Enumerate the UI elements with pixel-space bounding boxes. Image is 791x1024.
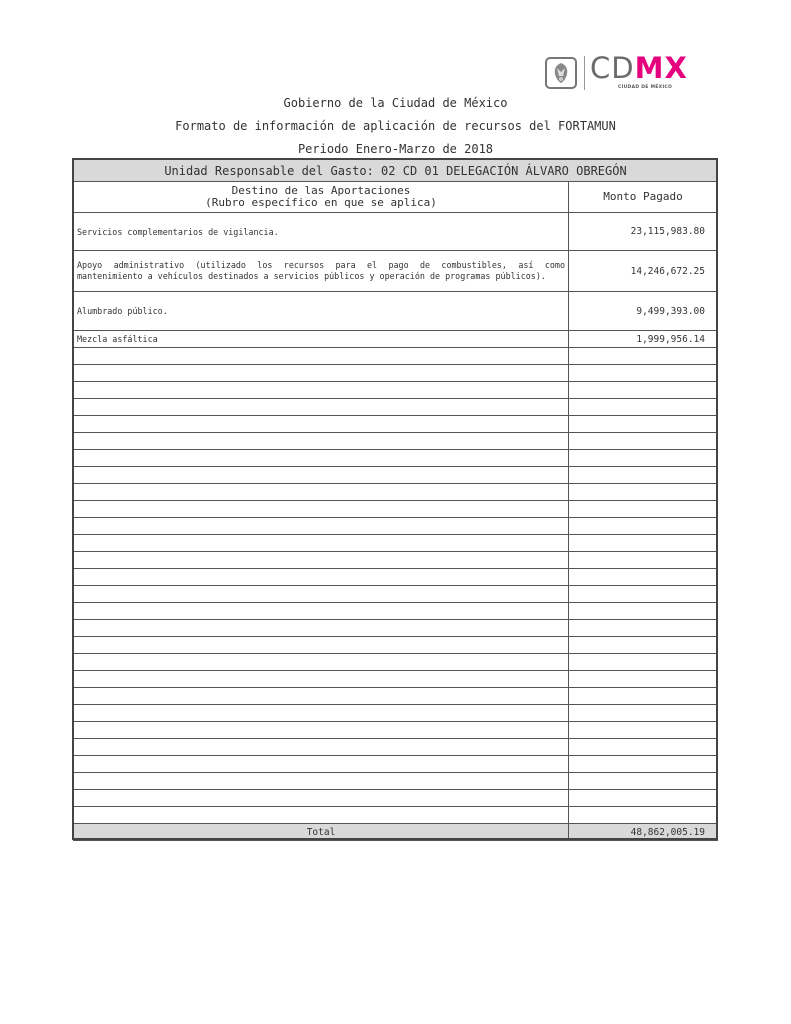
empty-cell <box>569 620 718 637</box>
empty-cell <box>569 467 718 484</box>
empty-cell <box>74 688 569 705</box>
city-seal-icon <box>545 57 577 89</box>
empty-row <box>74 688 718 705</box>
column-header-destino-line1: Destino de las Aportaciones <box>231 184 411 197</box>
column-header-destino <box>74 182 569 213</box>
empty-cell <box>569 654 718 671</box>
empty-row <box>74 654 718 671</box>
empty-row <box>74 620 718 637</box>
empty-row <box>74 705 718 722</box>
empty-cell <box>569 773 718 790</box>
empty-row <box>74 535 718 552</box>
column-header-row <box>74 182 718 213</box>
empty-row <box>74 739 718 756</box>
table-row <box>74 251 718 292</box>
monto-cell: 14,246,672.25 <box>569 251 718 292</box>
empty-cell <box>74 450 569 467</box>
empty-row <box>74 603 718 620</box>
column-header-destino-line2: (Rubro específico en que se aplica) <box>205 196 437 209</box>
empty-cell <box>74 807 569 824</box>
empty-row <box>74 586 718 603</box>
total-row <box>74 824 718 841</box>
empty-cell <box>569 756 718 773</box>
empty-cell <box>569 739 718 756</box>
column-header-monto: Monto Pagado <box>569 182 718 213</box>
total-value: 48,862,005.19 <box>569 824 718 841</box>
empty-cell <box>74 484 569 501</box>
empty-cell <box>74 552 569 569</box>
logo-divider <box>584 56 585 90</box>
empty-cell <box>74 790 569 807</box>
empty-row <box>74 433 718 450</box>
total-label: Total <box>74 824 569 841</box>
header-period: Periodo Enero-Marzo de 2018 <box>297 142 494 156</box>
empty-row <box>74 569 718 586</box>
empty-cell <box>569 416 718 433</box>
empty-row <box>74 790 718 807</box>
empty-row <box>74 484 718 501</box>
empty-cell <box>569 348 718 365</box>
empty-row <box>74 382 718 399</box>
empty-cell <box>569 535 718 552</box>
logo-wordmark <box>590 50 688 86</box>
empty-cell <box>74 399 569 416</box>
empty-row <box>74 348 718 365</box>
empty-row <box>74 552 718 569</box>
destino-cell: Servicios complementarios de vigilancia. <box>74 213 569 251</box>
unit-row <box>74 160 718 182</box>
empty-row <box>74 399 718 416</box>
empty-row <box>74 756 718 773</box>
empty-cell <box>74 535 569 552</box>
empty-cell <box>74 654 569 671</box>
empty-cell <box>569 688 718 705</box>
logo-subtitle: CIUDAD DE MÉXICO <box>618 85 673 90</box>
empty-cell <box>569 433 718 450</box>
empty-cell <box>569 790 718 807</box>
empty-cell <box>74 467 569 484</box>
empty-cell <box>74 620 569 637</box>
empty-row <box>74 807 718 824</box>
empty-cell <box>74 382 569 399</box>
empty-row <box>74 501 718 518</box>
destino-cell <box>74 251 569 292</box>
empty-cell <box>569 807 718 824</box>
empty-cell <box>74 365 569 382</box>
empty-cell <box>569 586 718 603</box>
empty-cell <box>74 739 569 756</box>
empty-cell <box>569 365 718 382</box>
empty-cell <box>569 450 718 467</box>
monto-cell: 9,499,393.00 <box>569 292 718 331</box>
empty-cell <box>74 756 569 773</box>
empty-cell <box>74 637 569 654</box>
table-row <box>74 331 718 348</box>
empty-row <box>74 416 718 433</box>
empty-row <box>74 637 718 654</box>
empty-row <box>74 722 718 739</box>
logo-mx: MX <box>634 51 688 85</box>
empty-cell <box>569 552 718 569</box>
empty-cell <box>74 416 569 433</box>
logo-cd: CD <box>590 51 635 85</box>
destino-text: Apoyo administrativo (utilizado los recursos para el pago de combustibles, así como mantenimiento a vehículos destinados a servicios públicos y operación de programas públicos). <box>77 260 565 281</box>
empty-cell <box>569 705 718 722</box>
table-row <box>74 292 718 331</box>
unit-responsable: Unidad Responsable del Gasto: 02 CD 01 DELEGACIÓN ÁLVARO OBREGÓN <box>74 160 718 182</box>
empty-cell <box>74 705 569 722</box>
empty-cell <box>74 773 569 790</box>
monto-cell: 23,115,983.80 <box>569 213 718 251</box>
empty-cell <box>569 501 718 518</box>
empty-cell <box>74 722 569 739</box>
empty-cell <box>569 399 718 416</box>
cdmx-logo <box>545 51 695 94</box>
empty-cell <box>74 348 569 365</box>
header-government: Gobierno de la Ciudad de México <box>283 96 508 110</box>
header-format: Formato de información de aplicación de recursos del FORTAMUN <box>175 119 616 133</box>
empty-cell <box>569 637 718 654</box>
empty-cell <box>74 586 569 603</box>
empty-row <box>74 450 718 467</box>
empty-cell <box>74 603 569 620</box>
destino-cell: Alumbrado público. <box>74 292 569 331</box>
resource-table <box>73 159 718 841</box>
empty-row <box>74 773 718 790</box>
empty-row <box>74 518 718 535</box>
empty-cell <box>569 569 718 586</box>
empty-row <box>74 467 718 484</box>
empty-cell <box>569 518 718 535</box>
empty-cell <box>74 671 569 688</box>
empty-cell <box>74 518 569 535</box>
empty-cell <box>74 501 569 518</box>
empty-cell <box>569 671 718 688</box>
empty-cell <box>569 484 718 501</box>
empty-row <box>74 365 718 382</box>
empty-cell <box>569 382 718 399</box>
table-row <box>74 213 718 251</box>
monto-cell: 1,999,956.14 <box>569 331 718 348</box>
empty-row <box>74 671 718 688</box>
empty-cell <box>569 722 718 739</box>
empty-cell <box>74 569 569 586</box>
empty-cell <box>74 433 569 450</box>
destino-cell: Mezcla asfáltica <box>74 331 569 348</box>
empty-cell <box>569 603 718 620</box>
